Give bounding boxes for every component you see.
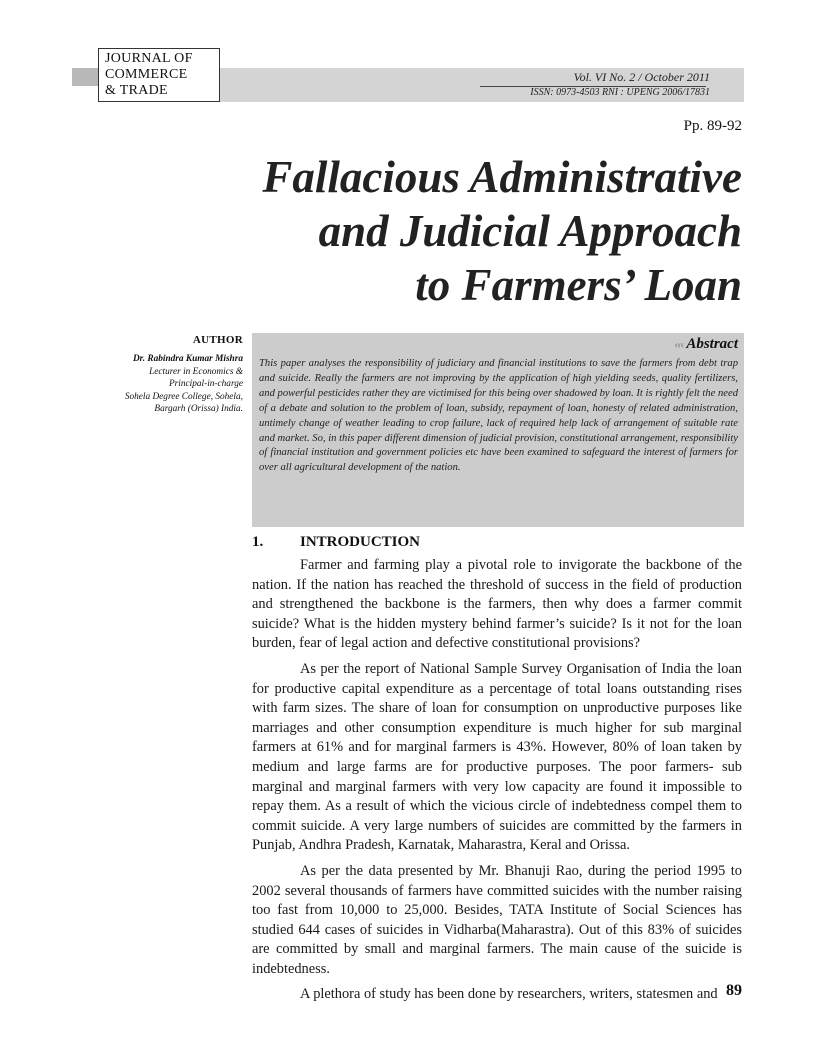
logo-line-3: & TRADE — [105, 83, 168, 98]
paragraph: As per the data presented by Mr. Bhanuji Rao, during the period 1995 to 2002 several thousands of farmers have committed suicides with the number raising too fast from 10,000 to 25,000. Besides, TATA Institute of Social Sciences has studied 644 cases of suicides in Vidharba(Maharastra). Out of this 83% of suicides are committed by small and marginal farmers. The main cause of the suicide is indebtedness. — [252, 862, 742, 977]
page-number: 89 — [726, 982, 742, 999]
section-number: 1. — [252, 534, 264, 550]
double-chevron-left-icon: ‹‹‹ — [674, 337, 684, 351]
title-line-1: Fallacious Administrative — [262, 152, 742, 202]
title-line-3: to Farmers’ Loan — [415, 260, 742, 310]
page-range: Pp. 89-92 — [683, 118, 742, 134]
logo-line-2: COMMERCE — [105, 67, 188, 82]
journal-logo — [98, 48, 220, 102]
abstract-text: This paper analyses the responsibility of judiciary and financial institutions to save the farmers from debt trap and suicide. Really the farmers are not improving by the application of high yielding seeds, quality fertilizers, and powerful pesticides rather they are victimised for this being over shadowed by loan. It is rightly felt the need of a debate and solution to the problem of loan, subsidy, repayment of loan, honesty of related administration, untimely change of weather leading to crop failure, lack of required help lack of arrangement of suitable rate and market. So, in this paper different dimension of judicial provision, constitutional arrangement, responsibility of financial institution and government policies etc have been examined to safeguard the interest of farmers for over all agricultural development of the nation. — [259, 358, 738, 474]
abstract-box — [252, 333, 744, 527]
logo-line-1: JOURNAL OF — [105, 51, 193, 66]
body-text — [252, 556, 742, 1011]
volume-info: Vol. VI No. 2 / October 2011 — [573, 70, 710, 84]
paper-title — [200, 150, 742, 312]
author-name: Dr. Rabindra Kumar Mishra — [132, 354, 243, 364]
abstract-heading — [674, 336, 738, 353]
section-title: INTRODUCTION — [300, 534, 421, 550]
paragraph: Farmer and farming play a pivotal role to invigorate the backbone of the nation. If the nation has reached the threshold of success in the field of production and strengthened the backbone is the farmers, then why does a farmer commit suicide? What is the hidden mystery behind farmer’s suicide? Is it not for the loan burden, fear of legal action and defective constitutional provisions? — [252, 557, 742, 652]
author-position-1: Lecturer in Economics & — [149, 366, 243, 377]
paragraph: As per the report of National Sample Survey Organisation of India the loan for productive capital expenditure as a percentage of total loans outstanding rises with farm sizes. The share of loan for consumption on unproductive purposes like marriages and other consumption expenditure is much higher for sub marginal farmers at 61% and for marginal farmers is 43%. However, 80% of loan taken by medium and large farms are for productive purposes. The poor farmers- sub marginal and marginal farmers with very low capacity are found it impossible to repay them. As a result of which the vicious circle of indebtedness compel them to commit suicide. A very large numbers of suicides are committed by the farmers in Punjab, Andhra Pradesh, Karnatak, Maharastra, Keral and Orissa. — [252, 660, 742, 854]
issn-info: ISSN: 0973-4503 RNI : UPENG 2006/17831 — [530, 87, 710, 98]
title-line-2: and Judicial Approach — [318, 206, 742, 256]
paragraph: A plethora of study has been done by researchers, writers, statesmen and — [300, 986, 718, 1003]
author-affiliation-1: Sohela Degree College, Sohela, — [124, 391, 243, 402]
author-affiliation-2: Bargarh (Orissa) India. — [154, 404, 243, 414]
author-heading: AUTHOR — [192, 334, 243, 346]
logo-accent-bar — [72, 68, 98, 86]
author-position-2: Principal-in-charge — [168, 379, 243, 389]
author-info — [90, 353, 243, 416]
abstract-heading-label: Abstract — [686, 336, 738, 352]
